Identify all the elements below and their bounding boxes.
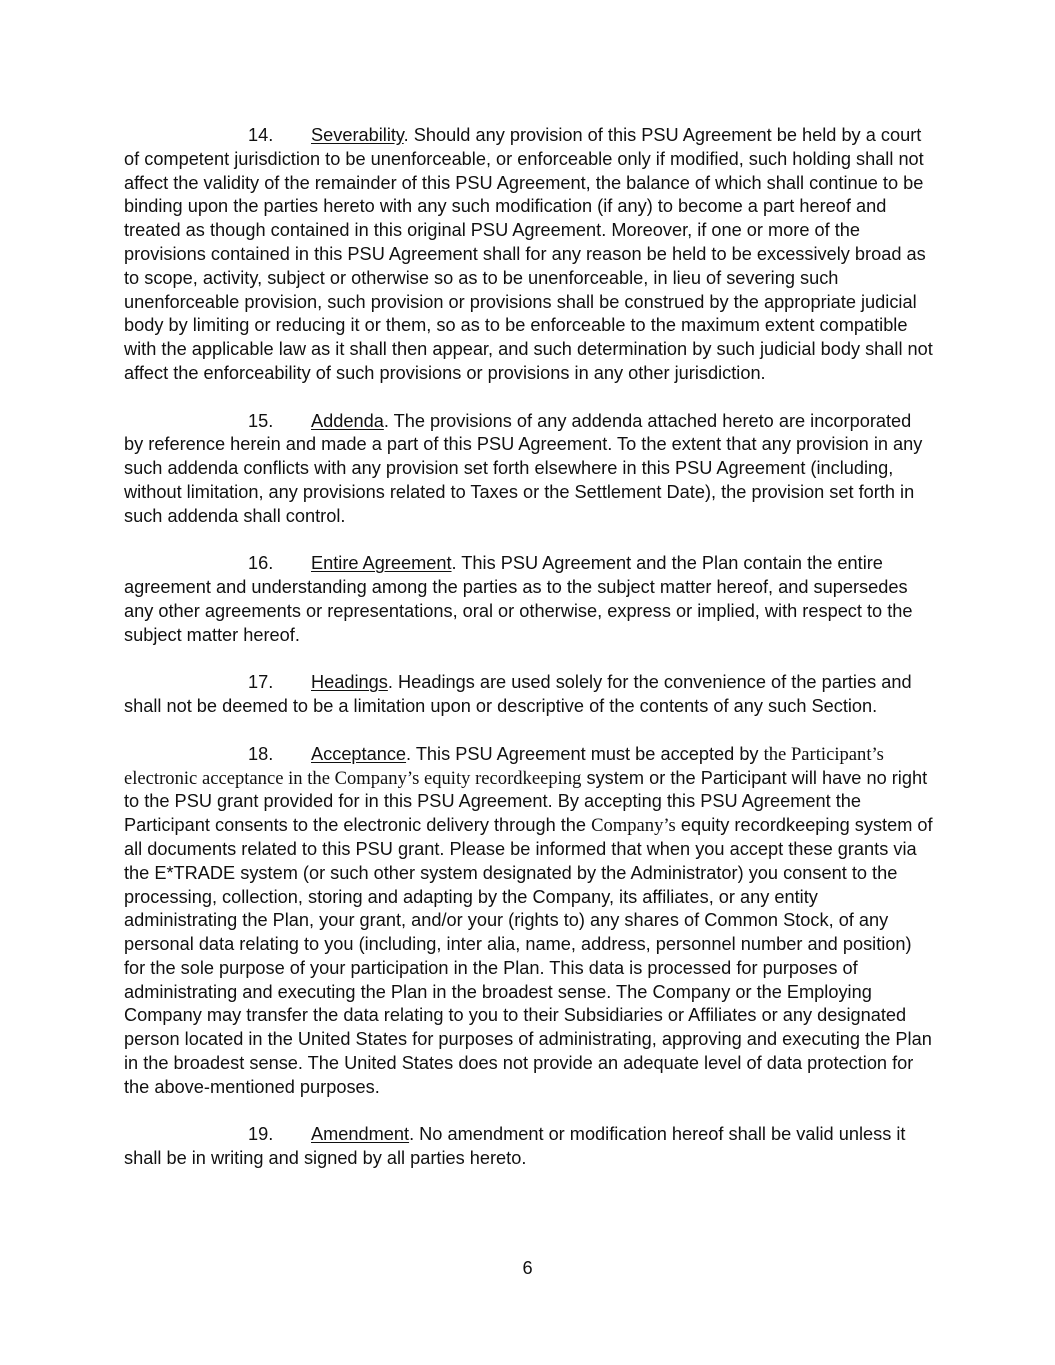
section-text: system or the Participant will have no right to the PSU grant provided for in this PSU Agreement. By accepting this PSU Agreement the Participant consents to the electronic delivery through the [124,767,928,836]
section-heading: Acceptance [311,743,407,764]
section-text: . This PSU Agreement must be accepted by [406,743,764,764]
section-number: 19. [248,1124,274,1145]
section-text: . No amendment or modification hereof shall be valid unless it shall be in writing and signed by all parties hereto. [124,1124,906,1169]
section-number: 16. [248,553,274,574]
section-heading: Headings [311,672,388,693]
section-heading: Addenda [311,410,384,431]
section-number: 18. [248,743,274,764]
section-text-serif: Company’s [591,815,676,837]
section-headings [124,671,934,719]
section-number: 17. [248,672,274,693]
section-acceptance [124,743,934,1100]
section-text: equity recordkeeping system of all documents related to this PSU grant. Please be informed that when you accept these grants via the E*TRADE system (or such other system designated by the Administrator) you consent to the processing, collection, storing and adapting by the Company, its affiliates, or any entity administrating the Plan, your grant, and/or your (rights to) any shares of Common Stock, of any personal data relating to you (including, inter alia, name, address, personnel number and position) for the sole purpose of your participation in the Plan. This data is processed for purposes of administrating and executing the Plan in the broadest sense. The Company or the Employing Company may transfer the data relating to you to their Subsidiaries or Affiliates or any designated person located in the United States for purposes of administrating, approving and executing the Plan in the broadest sense. The United States does not provide an adequate level of data protection for the above-mentioned purposes. [124,815,933,1097]
page-number: 6 [522,1258,533,1278]
section-amendment [124,1123,934,1171]
section-text: . This PSU Agreement and the Plan contain the entire agreement and understanding among the parties as to the subject matter hereof, and supersedes any other agreements or representations, oral or otherwise, express or implied, with respect to the subject matter hereof. [124,553,913,645]
section-heading: Entire Agreement [311,553,452,574]
section-number: 15. [248,410,274,431]
section-number: 14. [248,125,274,145]
section-text-serif: the Participant’s electronic acceptance in the Company’s equity recordkeeping [124,743,884,789]
section-text: . Should any provision of this PSU Agreement be held by a court of competent jurisdiction to be unenforceable, or enforceable only if modified, such holding shall not affect the validity of the remainder of this PSU Agreement, the balance of which shall continue to be binding upon the parties hereto with any such modification (if any) to become a part hereof and treated as though contained in this original PSU Agreement. Moreover, if one or more of the provisions contained in this PSU Agreement shall for any reason be held to be excessively broad as to scope, activity, subject or otherwise so as to be unenforceable, in lieu of severing such unenforceable provision, such provision or provisions shall be construed by the appropriate judicial body by limiting or reducing it or them, so as to be enforceable to the maximum extent compatible with the applicable law as it shall then appear, and such determination by such judicial body shall not affect the enforceability of such provisions or provisions in any other jurisdiction. [124,125,933,383]
section-heading: Severability [311,125,404,145]
section-text: . Headings are used solely for the convenience of the parties and shall not be deemed to be a limitation upon or descriptive of the contents of any such Section. [124,672,912,717]
section-heading: Amendment [311,1124,410,1145]
section-entire-agreement [124,552,934,647]
section-severability [124,124,934,386]
section-text: . The provisions of any addenda attached hereto are incorporated by reference herein and made a part of this PSU Agreement. To the extent that any provision in any such addenda conflicts with any provision set forth elsewhere in this PSU Agreement (including, without limitation, any provisions related to Taxes or the Settlement Date), the provision set forth in such addenda shall control. [124,410,923,526]
document-body [124,124,934,1195]
section-addenda [124,410,934,529]
